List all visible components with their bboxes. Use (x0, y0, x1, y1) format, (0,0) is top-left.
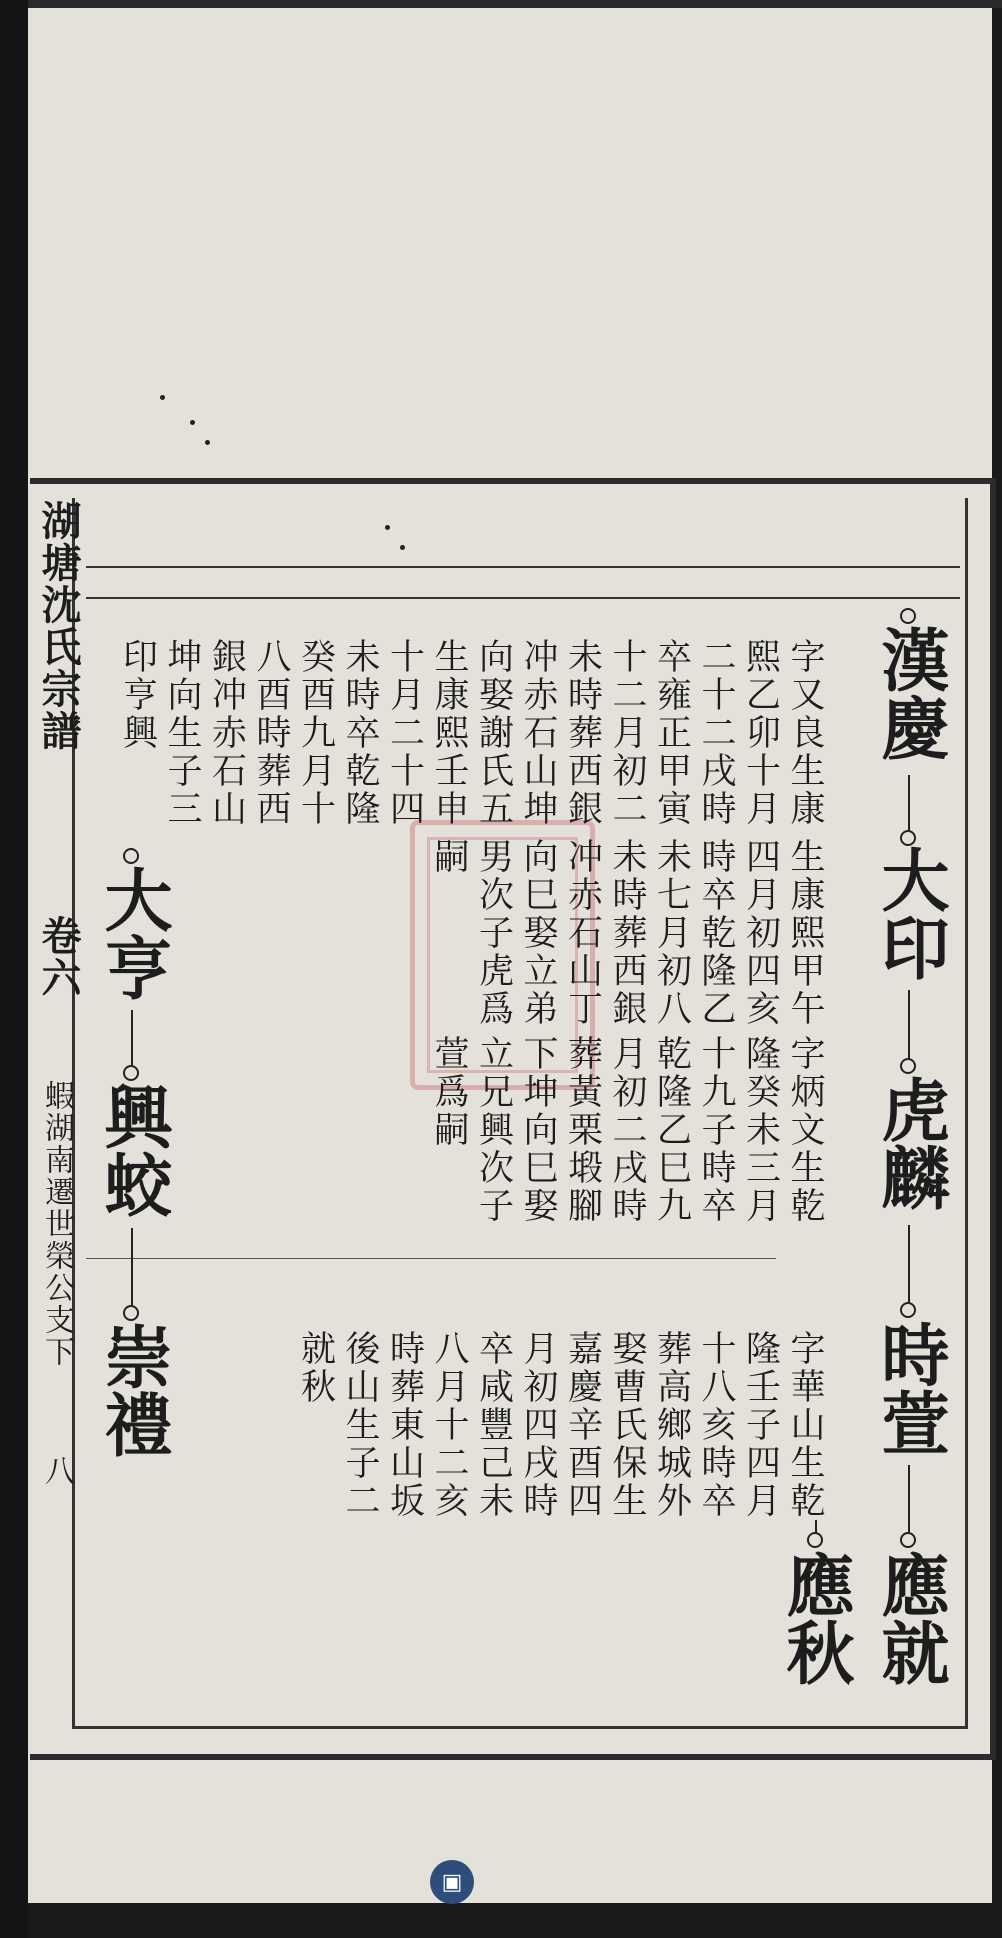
entry-column-shixuan: 葬高鄉城外 (651, 1330, 692, 1520)
entry-column-hulin: 隆癸未三月 (740, 1035, 781, 1225)
lineage-node (123, 1305, 139, 1321)
entry-column-hanqing: 二十二戌時 (696, 638, 736, 828)
entry-column-shixuan: 就秋 (295, 1330, 336, 1406)
name-hanqing: 漢慶 (870, 625, 950, 761)
entry-column-hulin: 立兄興次子 (473, 1035, 514, 1225)
volume-label: 卷六 (35, 915, 82, 999)
entry-column-shixuan: 八月十二亥 (429, 1330, 469, 1520)
lineage-node (900, 1302, 916, 1318)
ink-speck (190, 420, 195, 425)
entry-column-hanqing: 癸酉九月十 (295, 638, 336, 828)
entry-column-dayin: 四月初四亥 (740, 838, 781, 1028)
name-shixuan: 時萱 (870, 1320, 950, 1456)
top-edge (28, 0, 1002, 8)
entry-column-hanqing: 銀冲赤石山 (206, 638, 247, 828)
entry-column-dayin: 嗣 (429, 838, 469, 876)
name-yingqiu: 應秋 (775, 1550, 855, 1686)
entry-column-dayin: 冲赤石山丁 (562, 838, 603, 1028)
entry-column-hulin: 下坤向巳娶 (518, 1035, 558, 1225)
header-rule (86, 566, 960, 568)
entry-column-hanqing: 十月二十四 (384, 638, 425, 828)
section-rule (86, 1258, 776, 1259)
name-dayin: 大印 (870, 845, 950, 981)
entry-column-shixuan: 月初四戌時 (518, 1330, 558, 1520)
entry-column-hulin: 十九子時卒 (696, 1035, 736, 1225)
entry-column-dayin: 男次子虎爲 (473, 838, 514, 1028)
entry-column-dayin: 未七月初八 (651, 838, 692, 1028)
entry-column-hanqing: 坤向生子三 (162, 638, 202, 828)
lineage-node (123, 848, 139, 864)
entry-column-hanqing: 八酉時葬西 (251, 638, 291, 828)
entry-column-dayin: 未時葬西銀 (607, 838, 647, 1028)
entry-column-shixuan: 卒咸豐己未 (473, 1330, 514, 1520)
name-chongli: 崇禮 (93, 1322, 173, 1458)
entry-column-hanqing: 未時葬西銀 (562, 638, 603, 828)
lineage-connector (908, 775, 910, 835)
branch-label: 蝦湖南遷世榮公支下 (39, 1080, 74, 1368)
lineage-connector (131, 1010, 133, 1070)
entry-column-hanqing: 字又良生康 (785, 638, 825, 828)
entry-column-hulin: 月初二戌時 (607, 1035, 647, 1225)
lineage-node (900, 1532, 916, 1548)
ink-speck (160, 395, 165, 400)
entry-column-shixuan: 嘉慶辛酉四 (562, 1330, 603, 1520)
entry-column-shixuan: 隆壬子四月 (740, 1330, 781, 1520)
entry-column-hanqing: 向娶謝氏五 (473, 638, 514, 828)
entry-column-shixuan: 時葬東山坂 (384, 1330, 425, 1520)
entry-column-shixuan: 十八亥時卒 (696, 1330, 736, 1520)
lineage-connector (908, 990, 910, 1060)
lineage-node (900, 608, 916, 624)
lineage-node (900, 1058, 916, 1074)
ink-speck (205, 440, 210, 445)
header-rule (86, 597, 960, 599)
lineage-node (807, 1532, 823, 1548)
entry-column-dayin: 時卒乾隆乙 (696, 838, 736, 1028)
entry-column-hanqing: 冲赤石山坤 (518, 638, 558, 828)
lineage-connector (131, 1228, 133, 1308)
entry-column-hanqing: 未時卒乾隆 (340, 638, 380, 828)
entry-column-hanqing: 熙乙卯十月 (740, 638, 781, 828)
entry-column-hulin: 字炳文生乾 (785, 1035, 825, 1225)
book-icon: ▣ (430, 1860, 474, 1904)
entry-column-hulin: 葬黃栗塅腳 (562, 1035, 603, 1225)
entry-column-hulin: 萱爲嗣 (429, 1035, 469, 1149)
entry-column-hanqing: 生康熙壬申 (429, 638, 469, 828)
entry-column-shixuan: 字華山生乾 (785, 1330, 825, 1520)
entry-column-shixuan: 後山生子二 (340, 1330, 380, 1520)
lineage-connector (908, 1225, 910, 1305)
page-number: 八 (39, 1455, 74, 1487)
lineage-node (123, 1065, 139, 1081)
entry-column-hanqing: 印亨興 (117, 638, 158, 752)
name-daheng: 大亨 (93, 865, 173, 1001)
name-xingjiao: 興蛟 (93, 1082, 173, 1218)
book-spine (0, 0, 28, 1938)
name-yingjiu: 應就 (870, 1550, 950, 1686)
lineage-node (900, 830, 916, 846)
entry-column-shixuan: 娶曹氏保生 (607, 1330, 647, 1520)
watermark-logo (430, 1860, 474, 1904)
entry-column-dayin: 生康熙甲午 (785, 838, 825, 1028)
entry-column-hanqing: 十二月初二 (607, 638, 647, 828)
entry-column-dayin: 向巳娶立弟 (518, 838, 558, 1028)
entry-column-hanqing: 卒雍正甲寅 (651, 638, 692, 828)
genealogy-title: 湖塘沈氏宗譜 (35, 500, 82, 752)
entry-column-hulin: 乾隆乙巳九 (651, 1035, 692, 1225)
name-hulin: 虎麟 (870, 1075, 950, 1211)
lineage-connector (908, 1465, 910, 1535)
